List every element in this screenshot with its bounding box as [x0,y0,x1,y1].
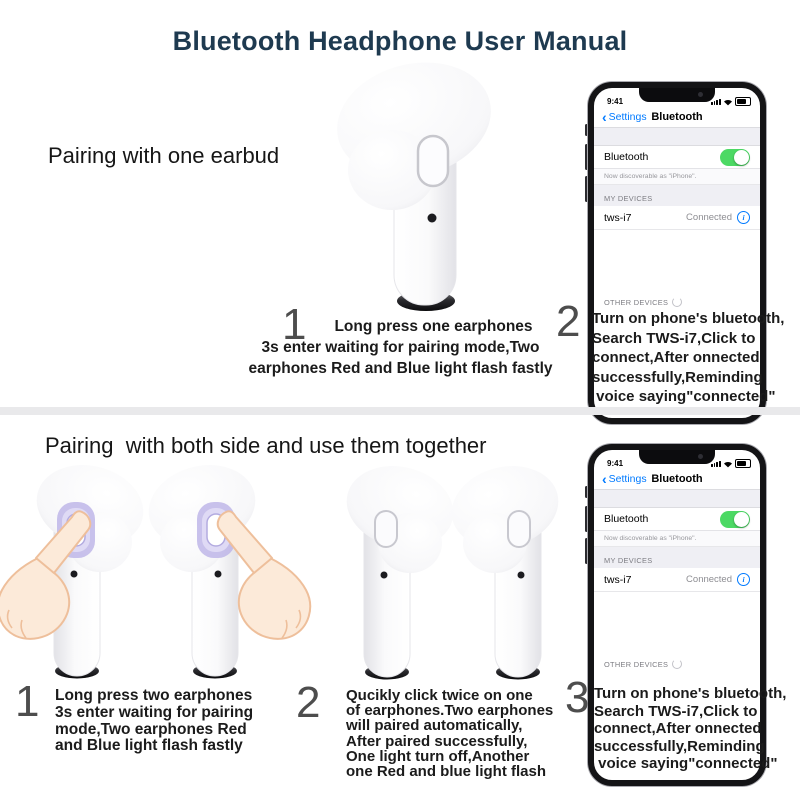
paired-earbud-right [455,463,570,693]
back-chevron-icon: ‹ [602,108,607,125]
cellular-signal-icon [711,461,721,467]
device-row [594,206,760,230]
phone-mockup-2 [584,442,760,669]
back-to-settings-link [602,470,647,487]
status-time: 9:41 [607,97,624,106]
battery-icon [735,459,751,468]
wifi-icon [723,460,733,468]
cellular-signal-icon [711,99,721,105]
device-name: tws-i7 [604,573,632,586]
step-text: Turn on phone's bluetooth, Search TWS-i7,Click to connect,After onnected successfully,Reminding voice saying"connected" [592,310,785,405]
device-status: Connected [686,212,732,223]
step-text: Turn on phone's bluetooth, Search TWS-i7,Click to connect,After onnected successfully,Reminding voice saying"connected" [594,685,787,773]
spinner-icon [672,659,682,669]
nav-bar [594,468,760,490]
camera-dot [698,454,703,459]
back-to-settings-link [602,108,647,125]
section-divider [0,407,800,415]
other-devices-row [594,654,760,674]
paired-earbud-left [335,463,450,693]
step-number: 2 [296,678,321,727]
single-earbud-illustration [330,58,550,316]
earbud-led-dot [381,572,388,579]
other-devices-header: OTHER DEVICES [604,297,669,307]
earbud-led-dot [428,214,437,223]
step-number: 3 [565,673,590,722]
step-number: 1 [15,677,40,726]
discoverable-text: Now discoverable as "iPhone". [594,531,760,547]
pointing-hand-right [212,508,312,663]
section-one-heading: Pairing with one earbud [48,143,280,168]
step-text: Qucikly click twice on one of earphones.Two earphones will paired automatically, After paired successfully, One light turn off,Another one Red and blue light flash [346,687,554,781]
settings-group-gap [594,490,760,508]
earbud-graphic [330,58,550,316]
camera-dot [698,92,703,97]
back-label: Settings [608,110,647,123]
bluetooth-toggle [720,511,750,528]
my-devices-header: MY DEVICES [594,185,760,206]
step-number: 2 [556,297,581,346]
step-number: 1 [282,300,307,349]
status-time: 9:41 [607,459,624,468]
spinner-icon [672,297,682,307]
bluetooth-nav-title: Bluetooth [651,110,703,123]
device-name: tws-i7 [604,211,632,224]
earbud-button [418,136,448,186]
bluetooth-toggle-row [594,146,760,169]
toggle-knob [734,512,749,527]
earbud-led-dot [518,572,525,579]
phone-notch [639,88,715,102]
bluetooth-nav-title: Bluetooth [651,472,703,485]
nav-bar [594,106,760,128]
battery-icon [735,97,751,106]
device-row [594,568,760,592]
page-title: Bluetooth Headphone User Manual [172,26,628,56]
earbud-button [375,511,397,547]
bluetooth-toggle [720,149,750,166]
step-text: Long press one earphones 3s enter waiting for pairing mode,Two earphones Red and Blue light flash fastly [248,318,553,377]
discoverable-text: Now discoverable as "iPhone". [594,169,760,185]
device-status: Connected [686,574,732,585]
my-devices-header: MY DEVICES [594,547,760,568]
toggle-knob [734,150,749,165]
wifi-icon [723,98,733,106]
info-icon: i [737,211,750,224]
phone-mockup-1 [584,80,760,307]
pointing-hand-left [0,508,96,663]
earbud-button [508,511,530,547]
settings-group-gap [594,128,760,146]
back-label: Settings [608,472,647,485]
step-text: Long press two earphones 3s enter waiting for pairing mode,Two earphones Red and Blue light flash fastly [55,687,254,755]
bluetooth-label: Bluetooth [604,151,649,163]
bluetooth-toggle-row [594,508,760,531]
other-devices-header: OTHER DEVICES [604,659,669,669]
bluetooth-label: Bluetooth [604,513,649,525]
back-chevron-icon: ‹ [602,470,607,487]
phone-notch [639,450,715,464]
section-two-heading: Pairing with both side and use them together [45,433,487,458]
info-icon: i [737,573,750,586]
